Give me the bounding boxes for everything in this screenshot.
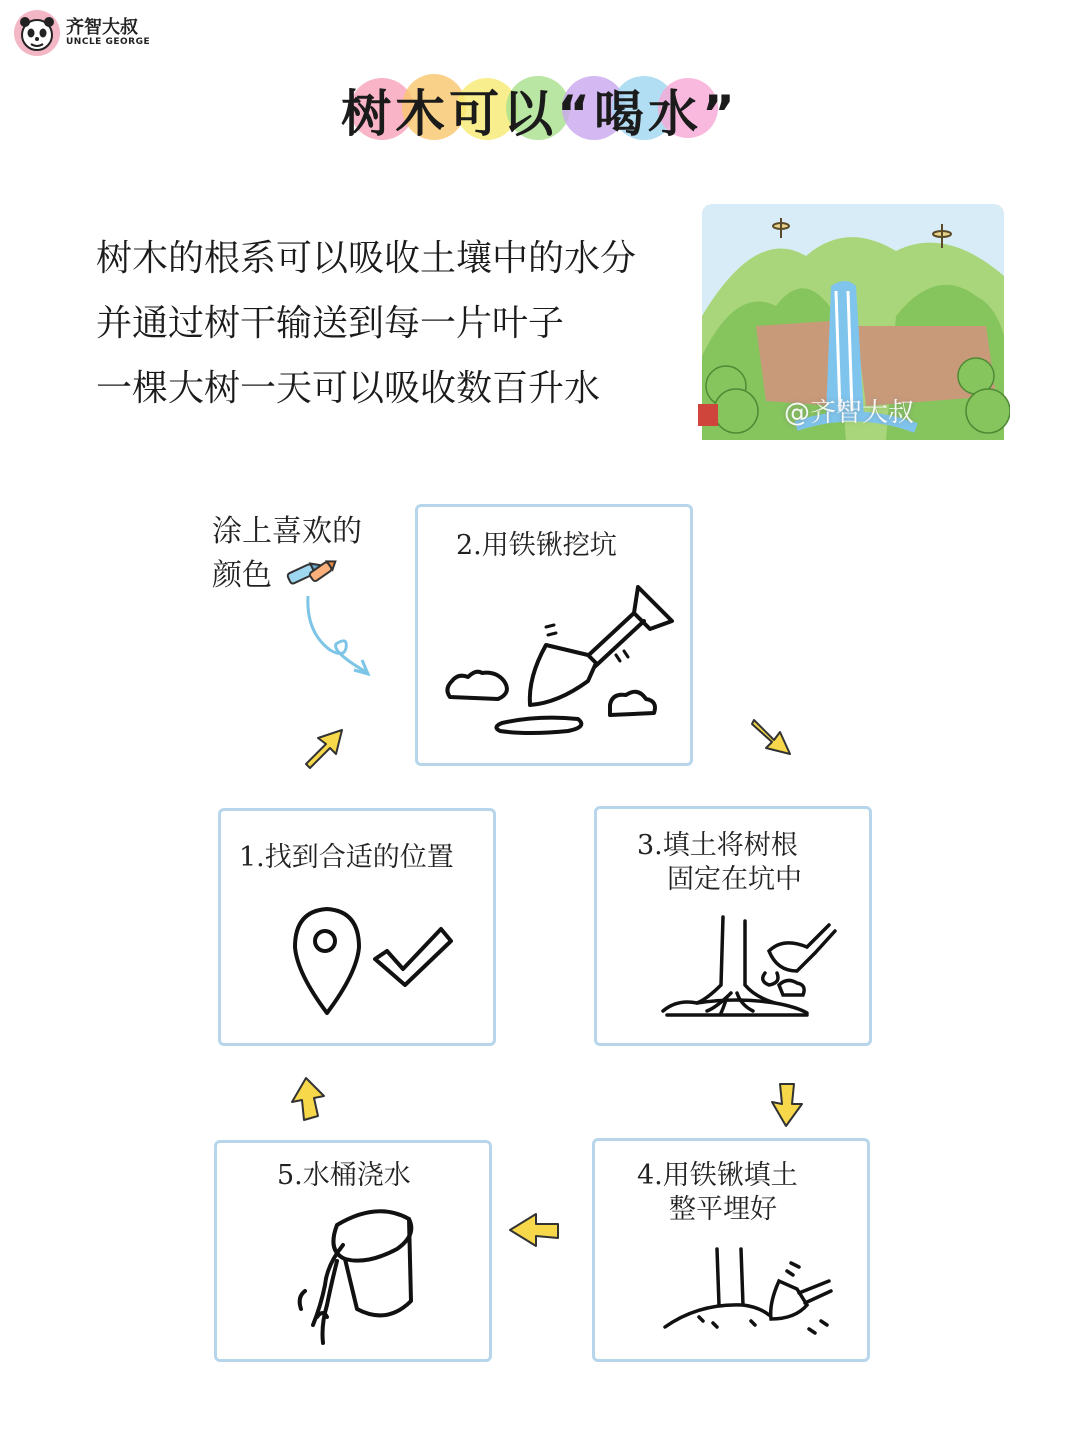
watermark: @齐智大叔: [784, 398, 915, 428]
hint-arrow-icon: [302, 592, 382, 686]
step-title-line2: 整平埋好: [669, 1194, 777, 1225]
intro-text: [96, 226, 636, 421]
step-title: 3.填土将树根: [637, 830, 798, 861]
step-2-card: [415, 504, 693, 766]
bucket-icon: [287, 1205, 437, 1351]
shovel-icon: [438, 577, 678, 747]
intro-line: 树木的根系可以吸收土壤中的水分: [96, 238, 637, 279]
arrow-down-icon: [766, 1080, 806, 1130]
hint-line: 颜色: [212, 558, 272, 593]
arrow-up-right-icon: [300, 724, 348, 772]
location-pin-icon: [287, 903, 367, 1019]
checkmark-icon: [371, 923, 455, 991]
arrow-down-right-icon: [748, 712, 796, 760]
step-1-card: [218, 808, 496, 1046]
arrow-left-icon: [506, 1210, 562, 1250]
tree-roots-icon: [657, 907, 857, 1027]
step-5-card: [214, 1140, 492, 1362]
step-title: 5.水桶浇水: [277, 1160, 411, 1191]
page-title: 树木可以“喝水”: [341, 85, 739, 143]
step-title-line2: 固定在坑中: [667, 864, 802, 895]
logo-name-en: UNCLE GEORGE: [66, 36, 151, 47]
arrow-up-icon: [288, 1074, 328, 1124]
step-3-card: [594, 806, 872, 1046]
logo-name-cn: 齐智大叔: [66, 16, 138, 38]
intro-line: 并通过树干输送到每一片叶子: [96, 303, 565, 344]
tree-trunk-icon: [659, 1245, 839, 1345]
crayons-icon: [282, 556, 342, 588]
panda-avatar-icon: [14, 10, 60, 56]
step-4-card: [592, 1138, 870, 1362]
step-title: 4.用铁锹填土: [637, 1160, 798, 1191]
step-title: 2.用铁锹挖坑: [456, 530, 617, 561]
intro-line: 一棵大树一天可以吸收数百升水: [96, 368, 601, 409]
page-title-banner: [340, 66, 740, 150]
brand-logo: [14, 10, 150, 56]
hint-line: 涂上喜欢的: [212, 514, 362, 549]
step-title: 1.找到合适的位置: [239, 842, 454, 873]
